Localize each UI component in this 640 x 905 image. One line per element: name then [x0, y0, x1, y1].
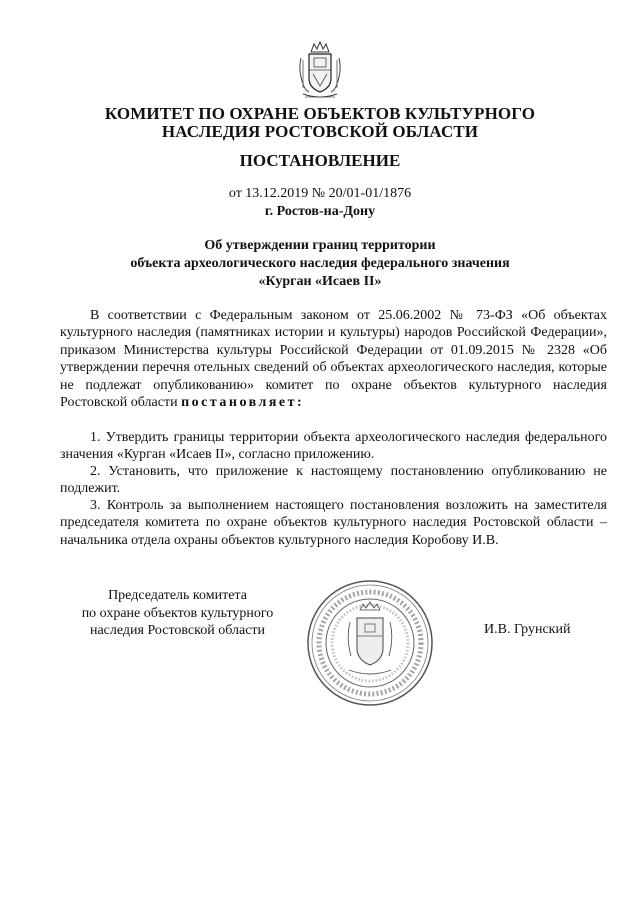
- document-date-number: от 13.12.2019 № 20/01-01/1876: [228, 186, 412, 201]
- official-seal-icon: [305, 578, 435, 708]
- coat-of-arms-icon: [295, 40, 345, 100]
- signatory-title-line-2: по охране объектов культурного: [81, 605, 274, 621]
- signatory-name: И.В. Грунский: [484, 622, 571, 637]
- signatory-title-line-3: наследия Ростовской области: [89, 623, 266, 638]
- resolution-item-2: 2. Установить, что приложение к настоящему постановлению опубликованию не подлежит.: [60, 464, 607, 497]
- document-city: г. Ростов-на-Дону: [264, 204, 376, 219]
- subject-line-2: объекта археологического наследия федерального значения: [130, 256, 510, 271]
- preamble-text: В соответствии с Федеральным законом от 25.06.2002 № 73-ФЗ «Об объектах культурного наследия (памятниках истории и культуры) народов Российской Федерации», приказом Министерства культуры Российской Федерации от 01.09.2015 № 2328 «Об утверждении перечня отельных сведений об объектах археологического наследия, которые не подлежат опубликованию» комитет по охране объектов культурного наследия Ростовской области: [60, 308, 607, 411]
- preamble-paragraph: [60, 307, 607, 411]
- subject-line-1: Об утверждении границ территории: [204, 238, 436, 253]
- resolution-item-1: 1. Утвердить границы территории объекта археологического наследия федерального значения «Курган «Исаев II», согласно приложению.: [60, 430, 607, 463]
- document-type-title: ПОСТАНОВЛЕНИЕ: [239, 151, 401, 170]
- signatory-title: [60, 587, 295, 640]
- org-name-line-1: КОМИТЕТ ПО ОХРАНЕ ОБЪЕКТОВ КУЛЬТУРНОГО: [104, 104, 536, 123]
- resolution-item-3: 3. Контроль за выполнением настоящего постановления возложить на заместителя председателя комитета по охране объектов культурного наследия Ростовской области – начальника отдела охраны объектов культурного наследия Коробову И.В.: [60, 498, 607, 548]
- org-name-line-2: НАСЛЕДИЯ РОСТОВСКОЙ ОБЛАСТИ: [161, 122, 479, 141]
- resolves-word: постановляет:: [181, 395, 305, 411]
- subject-line-3: «Курган «Исаев II»: [258, 274, 382, 289]
- signatory-title-line-1: Председатель комитета: [108, 588, 247, 603]
